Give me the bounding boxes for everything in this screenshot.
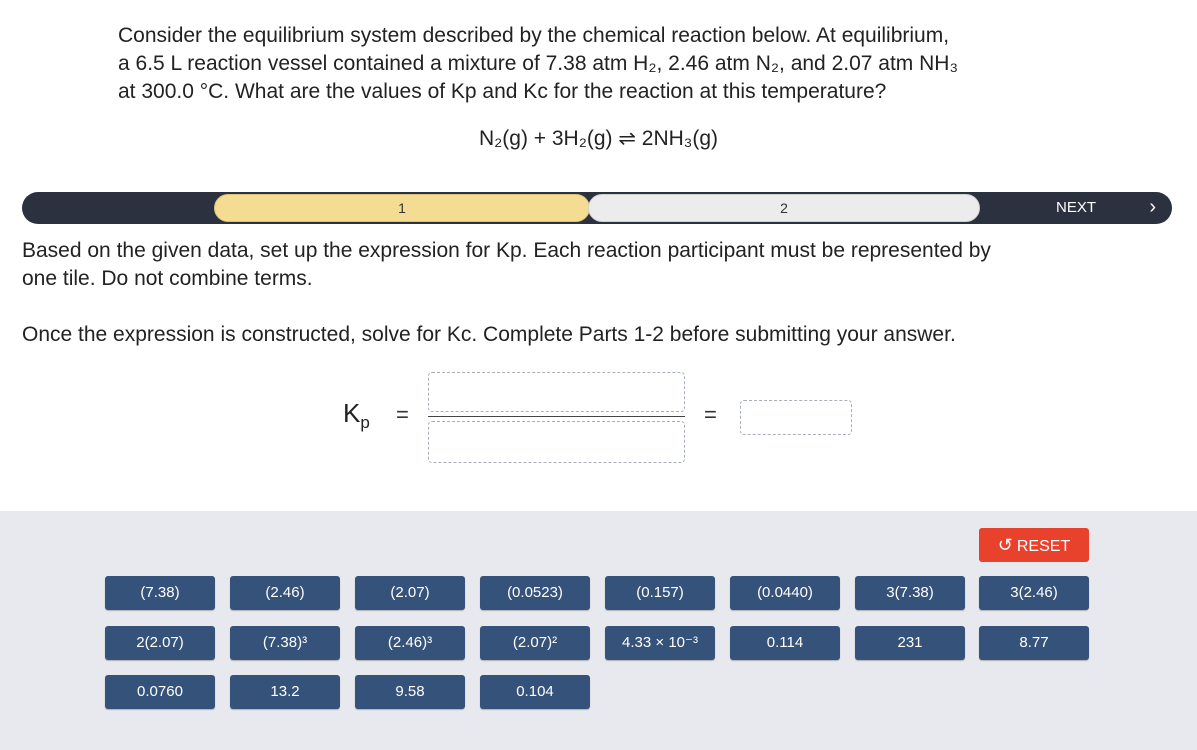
answer-tile[interactable]: 2(2.07): [105, 626, 215, 660]
answer-tile[interactable]: (2.07)²: [480, 626, 590, 660]
answer-tile[interactable]: 231: [855, 626, 965, 660]
equals-sign-2: =: [704, 402, 717, 427]
answer-tile[interactable]: (0.157): [605, 576, 715, 610]
step-2-tab[interactable]: 2: [588, 194, 980, 222]
kp-label: [343, 398, 370, 433]
answer-tile[interactable]: (7.38): [105, 576, 215, 610]
instruction-line-2: one tile. Do not combine terms.: [22, 267, 313, 290]
step-navigation-bar: [22, 192, 1172, 224]
instruction-line-1: Based on the given data, set up the expression for Kp. Each reaction participant must be represented by: [22, 239, 991, 262]
answer-tile[interactable]: 0.0760: [105, 675, 215, 709]
reset-button[interactable]: [979, 528, 1089, 562]
answer-tile[interactable]: 9.58: [355, 675, 465, 709]
answer-drop-slot[interactable]: [740, 400, 852, 435]
answer-tile[interactable]: 13.2: [230, 675, 340, 709]
instruction-line-3: Once the expression is constructed, solve for Kc. Complete Parts 1-2 before submitting your answer.: [22, 323, 956, 346]
question-line-1: Consider the equilibrium system described by the chemical reaction below. At equilibrium,: [118, 24, 950, 47]
answer-tile[interactable]: 4.33 × 10⁻³: [605, 626, 715, 660]
fraction-bar: [428, 416, 685, 417]
answer-tile[interactable]: 0.114: [730, 626, 840, 660]
next-button-label: NEXT: [1056, 199, 1097, 216]
equals-sign-1: =: [396, 402, 409, 427]
answer-tile[interactable]: (0.0440): [730, 576, 840, 610]
kp-label-subscript: p: [360, 413, 370, 433]
answer-tile[interactable]: (2.46)³: [355, 626, 465, 660]
chemical-equation: N₂(g) + 3H₂(g) ⇌ 2NH₃(g): [478, 127, 719, 150]
step-1-tab[interactable]: 1: [214, 194, 590, 222]
denominator-drop-slot[interactable]: [428, 421, 685, 463]
reset-label: RESET: [1016, 538, 1071, 555]
reset-icon: ↺: [997, 535, 1013, 555]
answer-tile[interactable]: (0.0523): [480, 576, 590, 610]
answer-tile[interactable]: 8.77: [979, 626, 1089, 660]
answer-tile[interactable]: 3(7.38): [855, 576, 965, 610]
next-button[interactable]: [1042, 192, 1172, 224]
kp-label-k: K: [343, 398, 361, 428]
numerator-drop-slot[interactable]: [428, 372, 685, 412]
answer-tile[interactable]: (7.38)³: [230, 626, 340, 660]
question-line-2: a 6.5 L reaction vessel contained a mixture of 7.38 atm H₂, 2.46 atm N₂, and 2.07 atm NH₃: [118, 52, 958, 75]
instruction-text: [22, 237, 1172, 293]
answer-tile[interactable]: (2.07): [355, 576, 465, 610]
question-text: [118, 22, 1088, 106]
answer-tile[interactable]: 3(2.46): [979, 576, 1089, 610]
answer-tile[interactable]: 0.104: [480, 675, 590, 709]
answer-tile[interactable]: (2.46): [230, 576, 340, 610]
question-line-3: at 300.0 °C. What are the values of Kp and Kc for the reaction at this temperature?: [118, 80, 887, 103]
chevron-right-icon: ›: [1149, 196, 1156, 218]
